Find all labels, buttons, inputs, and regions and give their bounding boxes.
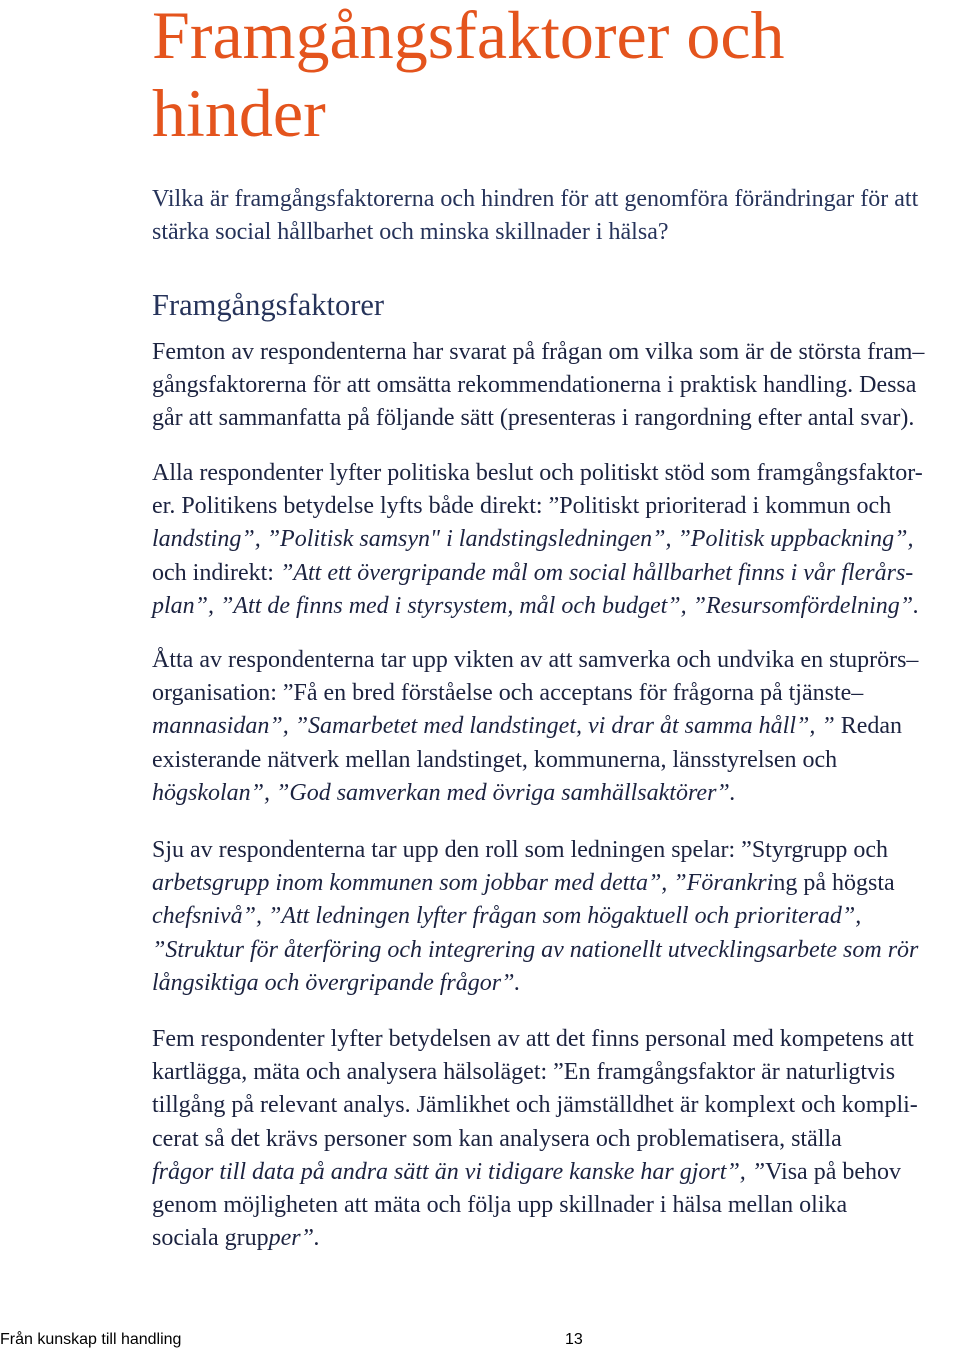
body-text: kartlägga, mäta och analysera hälsoläget: ”En framgångsfaktor är naturligtvis (152, 1059, 896, 1086)
text-line (152, 1123, 918, 1156)
text-line (152, 402, 924, 435)
page-title (152, 0, 785, 152)
body-text: Sju av respondenterna tar upp den roll som ledningen spelar: ”Styrgrupp och (152, 837, 889, 863)
paragraph-competence (152, 1023, 918, 1255)
intro-question (152, 183, 918, 249)
body-text: går att sammanfatta på följande sätt (presenteras i rangordning efter antal svar). (152, 405, 915, 432)
intro-line: Vilka är framgångsfaktorerna och hindren för att genomföra förändringar för att (152, 186, 919, 212)
text-line (152, 967, 918, 1000)
text-line (152, 834, 918, 867)
text-line (152, 490, 923, 523)
body-text: Redan (834, 713, 903, 740)
text-line (152, 900, 918, 933)
text-line (152, 777, 918, 810)
text-line (152, 1023, 918, 1056)
body-text: sociala grup (152, 1225, 269, 1252)
text-line (152, 934, 918, 967)
quoted-response-text: ”Att ett övergripande mål om social hållbarhet finns i vår flerårs- (279, 559, 914, 586)
text-line (152, 590, 923, 623)
quoted-response-text: frågor till data på andra sätt än vi tidigare kanske har gjort”, ” (152, 1158, 766, 1185)
footer-page-number: 13 (565, 1331, 583, 1348)
text-line (152, 1156, 918, 1189)
text-line (152, 1222, 918, 1255)
text-line (152, 677, 918, 710)
body-text: och indirekt: (152, 559, 280, 586)
body-text: Femton av respondenterna har svarat på frågan om vilka som är de största fram– (152, 339, 925, 365)
text-line (152, 1189, 918, 1222)
quoted-response-text: mannasidan”, ”Samarbetet med landstinget, vi drar åt samma håll”, ” (152, 713, 835, 740)
text-line (152, 557, 923, 590)
text-line (152, 336, 924, 369)
body-text: ng på högsta (773, 870, 895, 897)
quoted-response-text: per”. (268, 1225, 320, 1252)
text-line (152, 644, 918, 677)
quoted-response-text: chefsnivå”, ”Att ledningen lyfter frågan som högaktuell och prioriterad”, (152, 903, 862, 930)
text-line (152, 710, 918, 743)
text-line (152, 457, 923, 490)
quoted-response-text: arbetsgrupp inom kommunen som jobbar med detta”, ”Förankri (152, 870, 774, 897)
paragraph-political-support (152, 457, 923, 623)
intro-line: stärka social hållbarhet och minska skillnader i hälsa? (152, 219, 669, 246)
quoted-response-text: högskolan”, ”God samverkan med övriga samhällsaktörer”. (152, 779, 736, 806)
body-text: tillgång på relevant analys. Jämlikhet och jämställdhet är komplext och kompli- (152, 1092, 918, 1119)
text-line (152, 744, 918, 777)
body-text: Visa på behov (765, 1158, 901, 1185)
quoted-response-text: långsiktiga och övergripande frågor”. (152, 969, 521, 996)
body-text: gångsfaktorerna för att omsätta rekommendationerna i praktisk handling. Dessa (152, 372, 917, 399)
body-text: existerande nätverk mellan landstinget, kommunerna, länsstyrelsen och (152, 746, 838, 773)
paragraph-collaboration (152, 644, 918, 810)
text-line (152, 867, 918, 900)
page-title-line: Framgångsfaktorer och (152, 0, 785, 73)
body-text: cerat så det krävs personer som kan analysera och problematisera, ställa (152, 1125, 842, 1152)
body-text: Åtta av respondenterna tar upp vikten av att samverka och undvika en stuprörs– (152, 647, 919, 673)
text-line (152, 369, 924, 402)
quoted-response-text: landsting”, ”Politisk samsyn" i landstingsledningen”, ”Politisk uppbackning”, (152, 526, 914, 553)
paragraph-leadership (152, 834, 918, 1000)
paragraph-intro (152, 336, 924, 436)
text-line (152, 1056, 918, 1089)
quoted-response-text: ”Struktur för återföring och integrering av nationellt utvecklingsarbete som rör (152, 936, 919, 963)
section-heading: Framgångsfaktorer (152, 288, 385, 322)
text-line (152, 523, 923, 556)
body-text: Fem respondenter lyfter betydelsen av att det finns personal med kompetens att (152, 1026, 914, 1052)
text-line (152, 1089, 918, 1122)
body-text: Alla respondenter lyfter politiska beslut och politiskt stöd som framgångsfaktor- (152, 460, 923, 486)
body-text: er. Politikens betydelse lyfts både direkt: ”Politiskt prioriterad i kommun och (152, 493, 892, 520)
page-title-line: hinder (152, 75, 326, 151)
body-text: genom möjligheten att mäta och följa upp skillnader i hälsa mellan olika (152, 1191, 848, 1218)
quoted-response-text: plan”, ”Att de finns med i styrsystem, mål och budget”, ”Resursomfördelning”. (152, 592, 920, 619)
footer-publication-title: Från kunskap till handling (0, 1331, 182, 1348)
body-text: organisation: ”Få en bred förståelse och acceptans för frågorna på tjänste– (152, 680, 864, 707)
